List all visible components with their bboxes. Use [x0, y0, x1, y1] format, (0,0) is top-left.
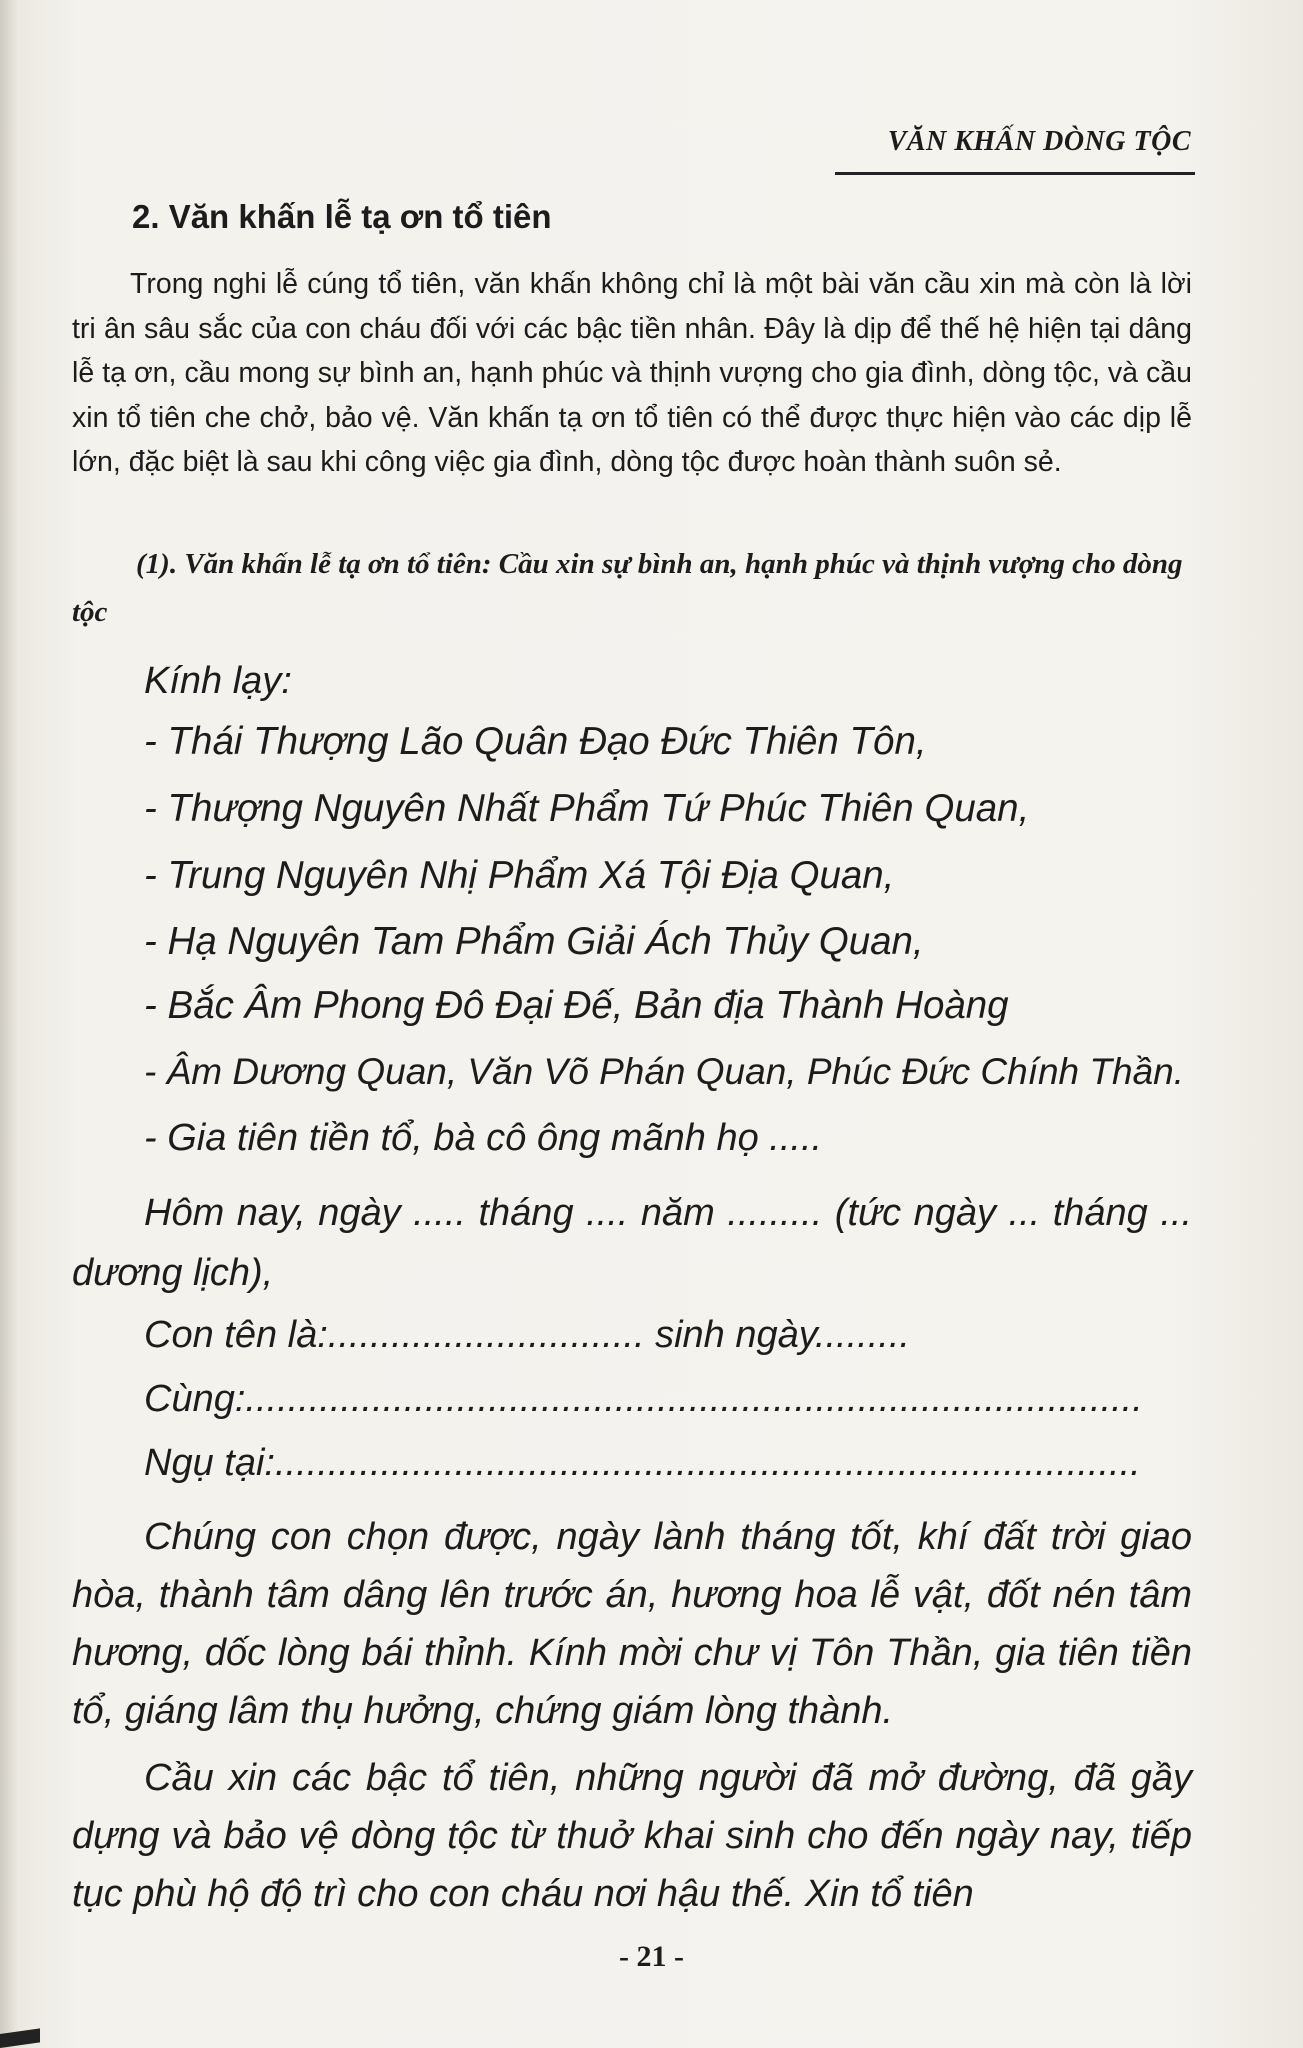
invocation-line: - Gia tiên tiền tổ, bà cô ông mãnh họ .....: [144, 1117, 823, 1159]
invocation-line: - Trung Nguyên Nhị Phẩm Xá Tội Địa Quan,: [144, 854, 895, 897]
running-header: VĂN KHẤN DÒNG TỘC: [887, 126, 1191, 157]
intro-paragraph: Trong nghi lễ cúng tổ tiên, văn khấn không chỉ là một bài văn cầu xin mà còn là lời tri ân sâu sắc của con cháu đối với các bậc tiền nhân. Đây là dịp để thế hệ hiện tại dâng lễ tạ ơn, cầu mong sự bình an, hạnh phúc và thịnh vượng cho gia đình, dòng tộc, và cầu xin tổ tiên che chở, bảo vệ. Văn khấn tạ ơn tổ tiên có thể được thực hiện vào các dịp lễ lớn, đặc biệt là sau khi công việc gia đình, dòng tộc được hoàn thành suôn sẻ.: [72, 268, 1192, 478]
header-rule: [835, 172, 1195, 175]
subheading: (1). Văn khấn lễ tạ ơn tổ tiên: Cầu xin sự bình an, hạnh phúc và thịnh vượng cho dòng tộc: [72, 548, 1183, 628]
address-line: Ngụ tại:..................................................................................: [144, 1442, 1141, 1484]
date-line: Hôm nay, ngày ..... tháng .... năm ......... (tức ngày ... tháng ... dương lịch),: [72, 1192, 1192, 1294]
invocation-line: - Thái Thượng Lão Quân Đạo Đức Thiên Tôn,: [144, 720, 927, 763]
invocation-line: - Bắc Âm Phong Đô Đại Đế, Bản địa Thành Hoàng: [144, 984, 1009, 1027]
with-line: Cùng:.....................................................................................: [144, 1378, 1143, 1420]
section-title: 2. Văn khấn lễ tạ ơn tổ tiên: [132, 198, 552, 235]
prayer-paragraph-1: Chúng con chọn được, ngày lành tháng tốt, khí đất trời giao hòa, thành tâm dâng lên trước án, hương hoa lễ vật, đốt nén tâm hương, dốc lòng bái thỉnh. Kính mời chư vị Tôn Thần, gia tiên tiền tổ, giáng lâm thụ hưởng, chứng giám lòng thành.: [72, 1516, 1192, 1732]
prayer-paragraph-2: Cầu xin các bậc tổ tiên, những người đã mở đường, đã gầy dựng và bảo vệ dòng tộc từ thuở khai sinh cho đến ngày nay, tiếp tục phù hộ độ trì cho con cháu nơi hậu thế. Xin tổ tiên: [72, 1757, 1192, 1915]
invocation-line: - Hạ Nguyên Tam Phẩm Giải Ách Thủy Quan,: [144, 920, 924, 963]
invocation-line: - Thượng Nguyên Nhất Phẩm Tứ Phúc Thiên Quan,: [144, 787, 1030, 830]
prayer-greeting: Kính lạy:: [144, 660, 292, 702]
name-line: Con tên là:.............................. sinh ngày.........: [144, 1314, 910, 1356]
page-number: - 21 -: [619, 1940, 684, 1973]
page-gutter-shadow: [0, 0, 18, 2048]
invocation-line: - Âm Dương Quan, Văn Võ Phán Quan, Phúc Đức Chính Thần.: [144, 1051, 1185, 1092]
